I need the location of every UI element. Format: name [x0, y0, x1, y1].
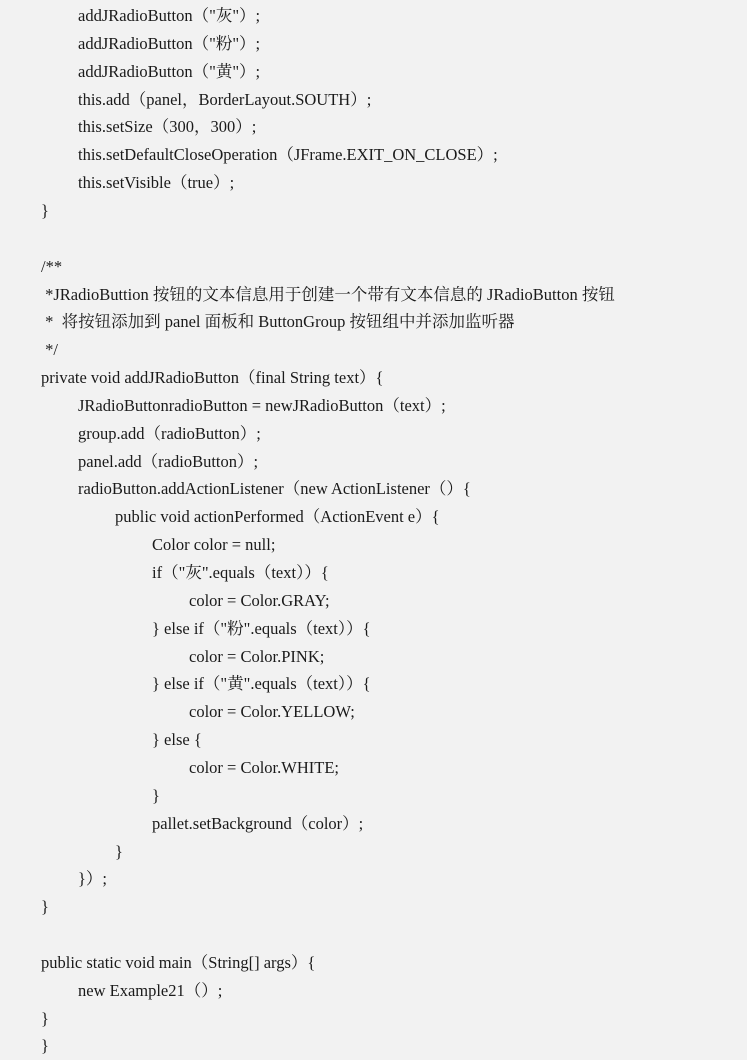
code-line: if（"灰".equals（text））{	[152, 563, 329, 582]
code-line: /**	[41, 256, 63, 276]
code-line: JRadioButtonradioButton = newJRadioButton（text）;	[78, 395, 446, 415]
code-line: }）;	[78, 869, 108, 889]
code-line: this.add（panel，BorderLayout.SOUTH）;	[78, 89, 372, 109]
code-line: } else if（"粉".equals（text））{	[152, 618, 371, 638]
code-line: }	[41, 1008, 49, 1028]
code-line: addJRadioButton（"粉"）;	[78, 33, 261, 53]
code-line: }	[41, 200, 49, 220]
code-line: this.setVisible（true）;	[78, 173, 235, 193]
code-line: */	[41, 340, 58, 360]
code-line: * 将按钮添加到 panel 面板和 ButtonGroup 按钮组中并添加监听器	[41, 312, 515, 332]
code-line: group.add（radioButton）;	[78, 423, 261, 443]
code-line: pallet.setBackground（color）;	[152, 813, 364, 833]
code-line: this.setDefaultCloseOperation（JFrame.EXIT_ON_CLOSE）;	[78, 145, 498, 165]
code-line: } else if（"黄".equals（text））{	[152, 674, 371, 694]
code-line: } else {	[152, 730, 202, 750]
code-line: }	[41, 897, 49, 917]
code-line: }	[41, 1036, 49, 1056]
code-line: this.setSize（300，300）;	[78, 117, 257, 137]
code-line: panel.add（radioButton）;	[78, 451, 259, 471]
code-line: color = Color.WHITE;	[189, 757, 339, 777]
code-line: public static void main（String[] args）{	[41, 952, 316, 972]
code-line: addJRadioButton（"黄"）;	[78, 61, 261, 81]
code-line: color = Color.YELLOW;	[189, 702, 355, 722]
code-line: color = Color.GRAY;	[189, 590, 330, 610]
code-line: }	[115, 841, 123, 861]
code-line: radioButton.addActionListener（new ActionListener（）{	[78, 479, 471, 499]
code-line: public void actionPerformed（ActionEvent e）{	[115, 507, 440, 527]
code-line: addJRadioButton（"灰"）;	[78, 6, 261, 25]
code-line: *JRadioButtion 按钮的文本信息用于创建一个带有文本信息的 JRadioButton 按钮	[41, 284, 615, 304]
code-line: color = Color.PINK;	[189, 646, 325, 666]
code-line: }	[152, 785, 160, 805]
code-line: private void addJRadioButton（final String text）{	[41, 368, 384, 388]
code-line: new Example21（）;	[78, 980, 223, 1000]
code-line: Color color = null;	[152, 535, 276, 555]
